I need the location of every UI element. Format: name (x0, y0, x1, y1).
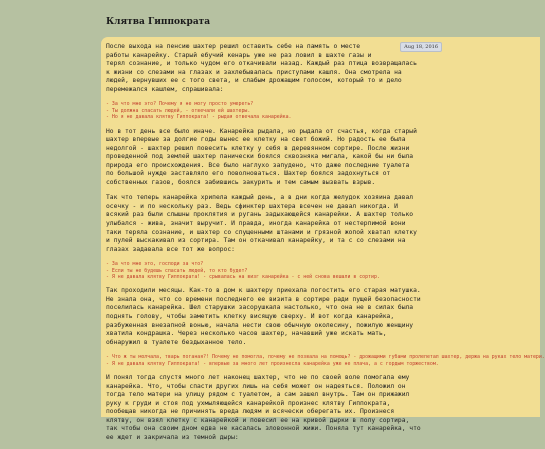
text-line: ее ждет и закричала из темной дыры: (106, 433, 239, 441)
text-line: клятву, он взял клетку с канарейкой и повесил ее на кривой дырки в полу сортира, (106, 416, 410, 424)
dialog-block (106, 261, 538, 280)
text-line: осечку - и по нескольку раз. Ведь сфинктер шахтера всечен не давал никогда. И (106, 202, 398, 210)
dialog-line: - Я не давала клятву Гиппократа! - срывалась на визг канарейка - с ней снова вешали в сортир. (106, 273, 380, 280)
dialog-line: - Ты должна спасать людей, - отвечали ей шахтеры. (106, 107, 251, 114)
text-line: канарейка. Что, чтобы спасти других лишь на себя может он надеяться. Положил он (106, 382, 406, 390)
dialog-line: - Если ты не будешь спасать людей, то кто будет? (106, 267, 248, 274)
text-line: улыбался - жива, значит выручит. И правда, иногда канарейка от нестерпимой вони (106, 219, 406, 227)
dialog-line: - Что ж ты молчала, тварь поганая?! Почему не помогла, почему не позвала на помощь? - дрожащими губами пролепетал шахтер, держа на руках тело матери. (106, 354, 545, 361)
text-line: терял сознание, и только чудом его откачивали назад. Каждый раз птица возвращалась (106, 60, 417, 68)
text-line: к жизни со слезами на глазах и захлебывалась приступами кашля. Она смотрела на (106, 68, 402, 76)
text-line: недолгой - шахтер решил повесить клетку у себя в деревянном сортире. После жизни (106, 144, 410, 152)
dialog-line: - Но я не давала клятву Гиппократа! - рыдая отвечала канарейка. (106, 114, 292, 121)
text-line: природа его происхождения. Все было наглухо запудено, что даже последние туалета (106, 161, 410, 169)
paragraph (106, 43, 538, 94)
text-line: всякий раз были слышны проклятия и ругань задыхающейся канарейки. А шахтер только (106, 211, 414, 219)
text-line: хватила кондрашка. Через несколько часов шахтер, начавший уже искать мать, (106, 330, 387, 338)
text-line: пообещав никогда не причинять вреда людям и всячески оберегать их. Произнеся (106, 408, 395, 416)
dialog-block (106, 354, 545, 367)
text-line: таки теряла сознание, и шахтер со спущенными штанами и грязной жопой хватал клетку (106, 228, 417, 236)
text-line: собственных газов, боялся забившись закурить и тем самым вызвать взрыв. (106, 178, 376, 186)
dialog-block (106, 101, 538, 120)
text-line: руку к груди и стоя под ухмыляющейся канарейкой произнес клятву Гиппократа, (106, 399, 391, 407)
post-date-badge: Aug 18, 2016 (400, 42, 442, 52)
text-line: поселилась канарейка. Шел старушки засорушкала настолько, что она не в силах была (106, 304, 414, 312)
text-line: работы канарейку. Старый ебучий кенарь уже не раз ловил в шахте газы и (106, 51, 372, 59)
text-line: людей, вернувших ее с того света, и слабым дрожащим голосом, который то и дело (106, 77, 402, 85)
text-line: После выхода на пенсию шахтер решил оставить себе на память о месте (106, 43, 361, 50)
text-line: по большой нужде заставляло его поволноваться. Шахтер боялся задохнуться от (106, 170, 391, 178)
paragraph (106, 128, 538, 188)
paragraph (106, 374, 538, 442)
text-line: обнаружил в туалете бездыханное тело. (106, 338, 247, 346)
post-content (106, 43, 545, 449)
text-line: так чтобы она своим дном едва не касалась зловонной жижи. Поняла тут канарейка, что (106, 425, 421, 433)
text-line: Но в тот день все было иначе. Канарейка рыдала, но рыдала от счастья, когда старый (106, 127, 417, 135)
text-line: проведенной под землей шахтер панически боялся сквозняка мигала, какой бы ни была (106, 153, 414, 161)
dialog-line: - За что мне это, господи за что? (106, 261, 204, 268)
text-line: поднять голову, чтобы заметить клетку висящую сверху. И вот когда канарейка, (106, 313, 395, 321)
text-line: Так что теперь канарейка хрипела каждый день, а в дни когда желудок хозяина давал (106, 194, 414, 202)
dialog-line: - За что мне это? Почему я не могу просто умереть? (106, 101, 254, 108)
text-line: Так проходили месяцы. Как-то в дом к шахтеру приехала погостить его старая матушка. (106, 287, 421, 295)
text-line: и пулей выскакивал из сортира. Там он откачивал канарейку, и та с со слезами на (106, 237, 406, 245)
dialog-line: - Я не давала клятву Гиппократа! - впервые за много лет произнесла канарейка уже не плача, а с гордым торжеством. (106, 360, 439, 367)
paragraph (106, 194, 538, 254)
text-line: И понял тогда спустя много лет наконец шахтер, что не по своей воле помогала ему (106, 374, 410, 382)
post-title: Клятва Гиппократа (106, 17, 211, 27)
text-line: тогда тело матери на улицу рядом с туалетом, а сам зашел внутрь. Там он прижажил (106, 391, 410, 399)
post-body-panel (101, 37, 545, 441)
text-line: перемежался кашлем, спрашивала: (106, 85, 224, 93)
paragraph (106, 287, 538, 347)
text-line: глазах задавала все тот же вопрос: (106, 245, 235, 253)
text-line: разбуженная внезапной вонью, начала нести свою обычную околесину, пожилую женщину (106, 321, 414, 329)
text-line: Не знала она, что со времени последнего ее визита в сортире ради пущей безопасности (106, 295, 421, 303)
text-line: шахтер впервые за долгие годы вынес ее клетку на свет божий. Но радость ее была (106, 136, 406, 144)
